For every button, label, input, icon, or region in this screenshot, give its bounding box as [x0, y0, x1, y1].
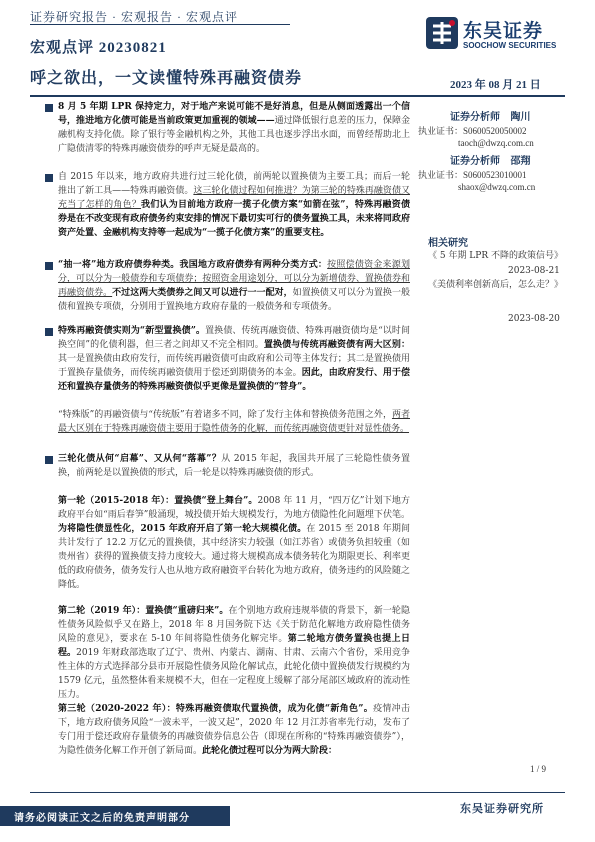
- paragraph-lpr: 8 月 5 年期 LPR 保持定力，对于地产来说可能不是好消息，但是从侧面透露出一个信号，推进地方化债可能是当前政策更加重视的领域——通过降低银行息差的压力，保障金融机构支持化债。除了银行等金融机构之外，其他工具也逐步浮出水面，而曾经帮助北上广隐债清零的特殊再融资债券的呼声无疑是最高的。: [58, 102, 410, 154]
- paragraph-bond-types: “抽一将”地方政府债券种类。我国地方政府债券有两种分类方式：按照偿债资金来源划分，可以分为一般债券和专项债券；按照资金用途划分，可以分为新增债券、置换债券和再融资债券。不过这两大类债券之间又可以进行一一配对，如置换债又可以分为置换一般债和置换专项债，分别用于置换地方政府存量的一般债务和专项债务。: [58, 260, 410, 312]
- report-title: 呼之欲出，一文读懂特殊再融资债券: [30, 68, 303, 87]
- disclaimer-bar: [0, 806, 230, 826]
- related-research-title: 相关研究: [428, 238, 468, 249]
- analyst-2-cert: 执业证书：S0600523010001: [418, 170, 527, 180]
- page-number: 1 / 9: [530, 764, 547, 774]
- analyst-2-email[interactable]: shaox@dwzq.com.cn: [458, 182, 536, 192]
- report-category: 证券研究报告 · 宏观报告 · 宏观点评: [30, 10, 238, 24]
- bullet-square-icon: [45, 328, 53, 336]
- bullet-square-icon: [45, 262, 53, 270]
- analyst-1-cert: 执业证书：S0600520050002: [418, 126, 527, 136]
- paragraph-new-replacement: 特殊再融资债实则为“新型置换债”。置换债、传统再融资债、特殊再融资债均是“以时间换空间”的化债利器，但三者之间却又不完全相同。置换债与传统再融资债有两大区别：其一是置换债由政府发行，而传统再融资债可由政府和公司等主体发行；其二是置换债用于置换存量债务，而传统再融资债用于偿还到期债务的本金。因此，由政府发行、用于偿还和置换存量债务的特殊再融资债似乎更像是置换债的“替身”。: [58, 326, 411, 392]
- disclaimer-text: 请务必阅读正文之后的免责声明部分: [14, 813, 190, 824]
- logo-text-en: SOOCHOW SECURITIES: [463, 41, 557, 50]
- logo-text-cn: 东吴证券: [463, 20, 544, 42]
- related-item-2[interactable]: 《美债利率创新高后，怎么走？》: [428, 280, 564, 290]
- paragraph-special-vs-traditional: “特殊版”的再融资债与“传统版”有着诸多不同，除了发行主体和替换债务范围之外，两者最大区别在于特殊再融资债主要用于隐性债务的化解，而传统再融资债更针对显性债务。: [58, 410, 410, 434]
- report-date: 2023 年 08 月 21 日: [450, 79, 541, 91]
- related-item-2-date: 2023-08-20: [508, 314, 560, 324]
- bullet-square-icon: [45, 104, 53, 112]
- report-header: [0, 0, 595, 58]
- related-item-1[interactable]: 《 5 年期 LPR 不降的政策信号》: [428, 251, 563, 261]
- doc-type: 宏观点评 20230821: [30, 40, 167, 56]
- title-rule: [30, 95, 565, 97]
- logo-mark-icon: [425, 16, 459, 50]
- bullet-square-icon: [45, 456, 53, 464]
- analyst-1-name: 证券分析师 陶川: [450, 112, 531, 123]
- paragraph-round-one: 第一轮（2015-2018 年）：置换债“登上舞台”。2008 年 11 月，“四万亿”计划下地方政府平台如“雨后春笋”般涌现，城投债开始大规模发行，为地方债隐性化问题埋下伏笔。为将隐性债显性化，2015 年政府开启了第一轮大规模化债。在 2015 至 2018 年期间共计发行了 12.2 万亿元的置换债，其中经济实力较强（如江苏省）或债务负担较重（如贵州省）获得的置换债支持力度较大。通过将大规模高成本债务转化为期限更长、利率更低的政府债务，债务发行人也从地方政府融资平台转化为地方政府，债务违约的风险随之降低。: [58, 496, 410, 590]
- related-item-1-date: 2023-08-21: [508, 266, 560, 276]
- paragraph-three-rounds-overview: 三轮化债从何“启幕”、又从何“落幕”？从 2015 年起，我国共开展了三轮隐性债务置换，前两轮是以置换债的形式，后一轮是以特殊再融资债的形式。: [58, 454, 410, 478]
- footer-org: 东吴证券研究所: [460, 802, 544, 815]
- footer-rule: [30, 792, 565, 793]
- analyst-1-email[interactable]: taoch@dwzq.com.cn: [458, 138, 534, 148]
- paragraph-three-rounds: 自 2015 年以来，地方政府共进行过三轮化债，前两轮以置换债为主要工具；而后一轮推出了新工具——特殊再融资债。这三轮化债过程如何推进？为第三轮的特殊再融资债又充当了怎样的角色？我们认为目前地方政府一揽子化债方案“如箭在弦”，特殊再融资债券是在不改变现有政府债务约束安排的情况下最切实可行的债务置换工具，未来将同政府资产处置、金融机构支持等一起成为“一揽子化债方案”的重要支柱。: [58, 172, 410, 238]
- bullet-square-icon: [45, 174, 53, 182]
- analyst-2-name: 证券分析师 邵翔: [450, 156, 531, 167]
- paragraph-round-two: 第二轮（2019 年）：置换债“重磅归来”。在个别地方政府违规举债的背景下，新一轮隐性债务风险似乎又在路上，2018 年 8 月国务院下达《关于防范化解地方政府隐性债务风险的意见》，要求在 5-10 年间将隐性债务化解完毕。第二轮地方债务置换也提上日程。2019 年财政部选取了辽宁、贵州、内蒙古、湖南、甘肃、云南六个省份，采用竞争性主体的方式选择部分县市开展隐性债务风险化解试点，此轮化债中置换债发行规模约为 1579 亿元，虽然整体看来规模不大，但在一定程度上缓解了部分尾部区域政府的流动性压力。: [58, 606, 410, 700]
- company-logo: [425, 14, 565, 56]
- header-divider: [30, 24, 290, 25]
- paragraph-round-three: 第三轮（2020-2022 年）：特殊再融资债取代置换债，成为化债“新角色”。疫情冲击下，地方政府债务风险“一波未平，一波又起”，2020 年 12 月江苏省率先行动，发布了专门用于偿还政府存量债务的再融资债券信息公告（即现在所称的“特殊再融资债券”），为隐性债务化解工作开创了新局面。此轮化债过程可以分为两大阶段：: [58, 704, 410, 756]
